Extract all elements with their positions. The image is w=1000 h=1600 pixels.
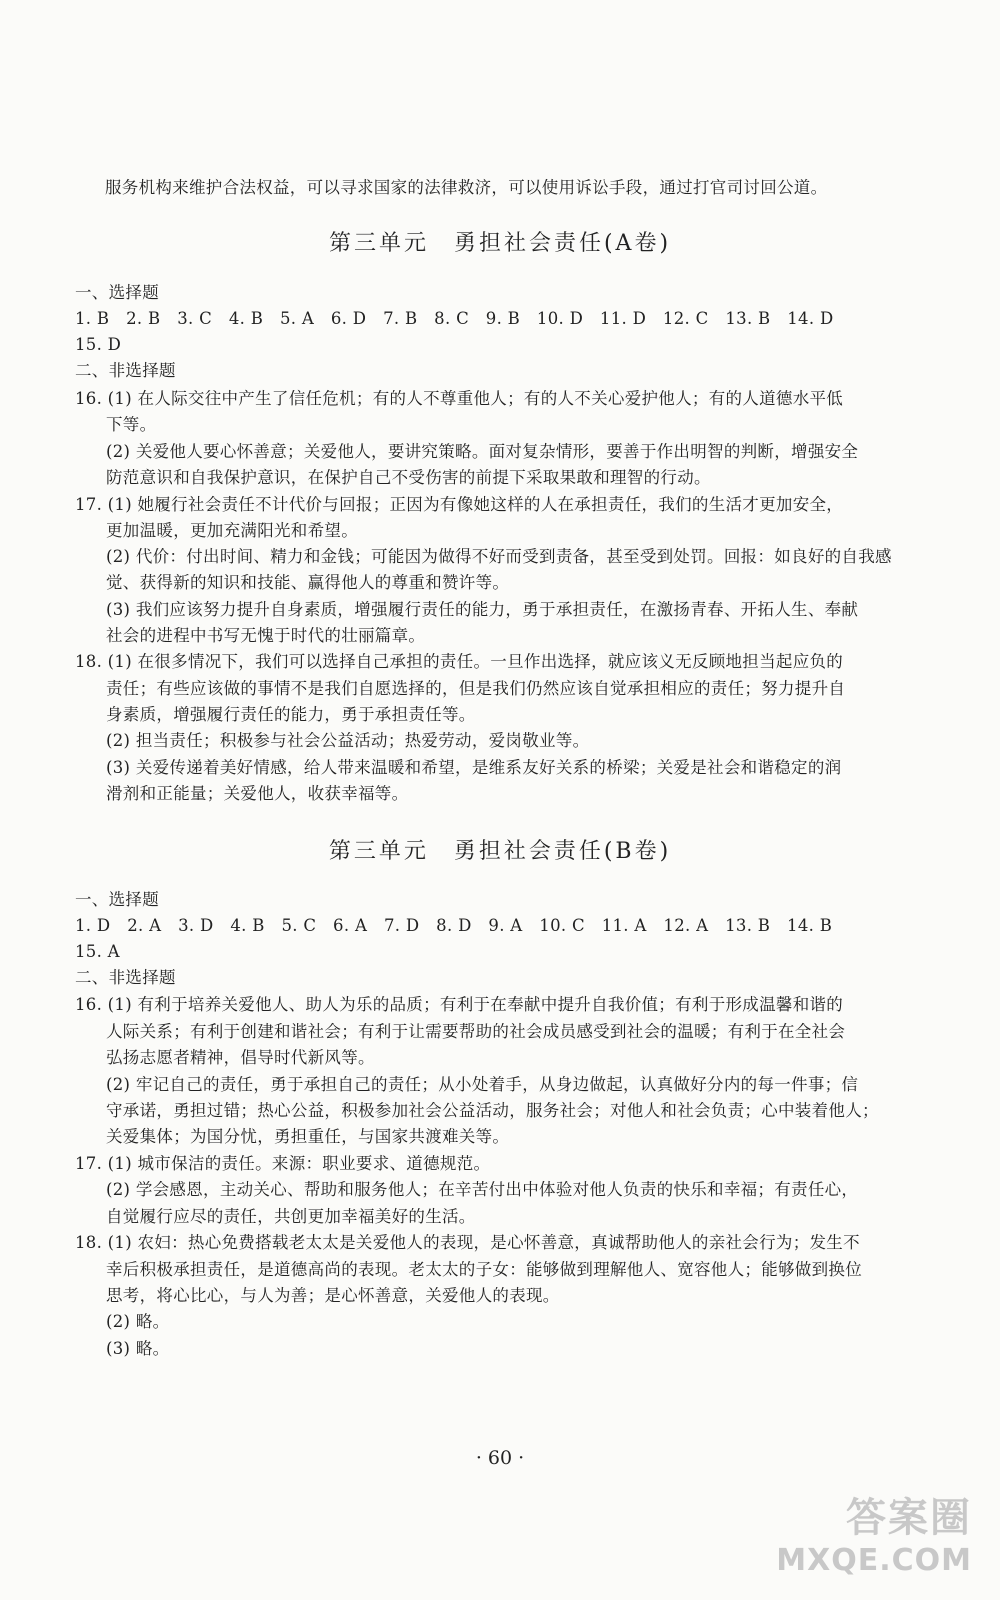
section-a-choice-answers-1: 1. B 2. B 3. C 4. B 5. A 6. D 7. B 8. C 9. B 10. D 11. D 12. C 13. B 14. D <box>75 309 834 328</box>
section-b-choice-answers-1: 1. D 2. A 3. D 4. B 5. C 6. A 7. D 8. D 9. A 10. C 11. A 12. A 13. B 14. B <box>75 916 833 935</box>
answer-line: 弘扬志愿者精神，倡导时代新风等。 <box>106 1048 375 1067</box>
section-b-choice-heading: 一、选择题 <box>75 890 159 909</box>
watermark-logo <box>776 1486 972 1578</box>
answer-line: 幸后积极承担责任，是道德高尚的表现。老太太的子女：能够做到理解他人、宽容他人；能够做到换位 <box>106 1260 862 1279</box>
answer-line: 守承诺，勇担过错；热心公益，积极参加社会公益活动，服务社会；对他人和社会负责；心中装着他人； <box>106 1101 879 1120</box>
answer-line: (3) 关爱传递着美好情感，给人带来温暖和希望，是维系友好关系的桥梁；关爱是社会和谐稳定的润 <box>106 758 842 777</box>
watermark-bottom: MXQE.COM <box>776 1543 972 1578</box>
answer-line: (2) 关爱他人要心怀善意；关爱他人，要讲究策略。面对复杂情形，要善于作出明智的判断，增强安全 <box>106 442 859 461</box>
answer-line: (2) 担当责任；积极参与社会公益活动；热爱劳动，爱岗敬业等。 <box>106 731 590 750</box>
answer-line: 滑剂和正能量；关爱他人，收获幸福等。 <box>106 784 409 803</box>
watermark-top: 答案圈 <box>846 1495 972 1541</box>
section-b-nonchoice-heading: 二、非选择题 <box>75 968 176 987</box>
answer-line: 自觉履行应尽的责任，共创更加幸福美好的生活。 <box>106 1207 476 1226</box>
answer-line: 下等。 <box>106 415 157 434</box>
answer-line: 16. (1) 有利于培养关爱他人、助人为乐的品质；有利于在奉献中提升自我价值；有利于形成温馨和谐的 <box>75 995 844 1014</box>
answer-line: 思考，将心比心，与人为善；是心怀善意，关爱他人的表现。 <box>106 1286 560 1305</box>
page-number: · 60 · <box>475 1447 525 1469</box>
answer-line: (2) 牢记自己的责任，勇于承担自己的责任；从小处着手，从身边做起，认真做好分内的每一件事；信 <box>106 1075 859 1094</box>
answer-line: 社会的进程中书写无愧于时代的壮丽篇章。 <box>106 626 426 645</box>
answer-line: (3) 我们应该努力提升自身素质，增强履行责任的能力，勇于承担责任，在激扬青春、开拓人生、奉献 <box>106 600 859 619</box>
section-b-choice-answers-2: 15. A <box>75 942 120 961</box>
answer-line: (2) 学会感恩，主动关心、帮助和服务他人；在辛苦付出中体验对他人负责的快乐和幸福；有责任心， <box>106 1180 859 1199</box>
answer-line: 16. (1) 在人际交往中产生了信任危机；有的人不尊重他人；有的人不关心爱护他人；有的人道德水平低 <box>75 389 844 408</box>
answer-line: 18. (1) 在很多情况下，我们可以选择自己承担的责任。一旦作出选择，就应该义无反顾地担当起应负的 <box>75 652 844 671</box>
answer-line: (2) 代价：付出时间、精力和金钱；可能因为做得不好而受到责备，甚至受到处罚。回报：如良好的自我感 <box>106 547 892 566</box>
answer-line: 17. (1) 城市保洁的责任。来源：职业要求、道德规范。 <box>75 1154 491 1173</box>
answer-line: (2) 略。 <box>106 1312 170 1331</box>
intro-line: 服务机构来维护合法权益，可以寻求国家的法律救济，可以使用诉讼手段，通过打官司讨回公道。 <box>105 178 828 197</box>
section-a-choice-heading: 一、选择题 <box>75 283 159 302</box>
answer-line: 更加温暖，更加充满阳光和希望。 <box>106 521 358 540</box>
section-a-choice-answers-2: 15. D <box>75 335 122 354</box>
answer-line: 觉、获得新的知识和技能、赢得他人的尊重和赞许等。 <box>106 573 510 592</box>
section-a-nonchoice-heading: 二、非选择题 <box>75 361 176 380</box>
section-b-title: 第三单元 勇担社会责任(B卷) <box>328 839 672 864</box>
answer-line: 身素质，增强履行责任的能力，勇于承担责任等。 <box>106 705 476 724</box>
answer-line: 防范意识和自我保护意识，在保护自己不受伤害的前提下采取果敢和理智的行动。 <box>106 468 711 487</box>
answer-line: 关爱集体；为国分忧，勇担重任，与国家共渡难关等。 <box>106 1127 510 1146</box>
answer-line: 17. (1) 她履行社会责任不计代价与回报；正因为有像她这样的人在承担责任，我们的生活才更加安全， <box>75 495 844 514</box>
answer-line: 人际关系；有利于创建和谐社会；有利于让需要帮助的社会成员感受到社会的温暖；有利于在全社会 <box>106 1022 846 1041</box>
answer-line: (3) 略。 <box>106 1339 170 1358</box>
section-a-title: 第三单元 勇担社会责任(A卷) <box>328 231 672 256</box>
answer-line: 责任；有些应该做的事情不是我们自愿选择的，但是我们仍然应该自觉承担相应的责任；努力提升自 <box>106 679 846 698</box>
answer-line: 18. (1) 农妇：热心免费搭载老太太是关爱他人的表现，是心怀善意，真诚帮助他人的亲社会行为；发生不 <box>75 1233 860 1252</box>
